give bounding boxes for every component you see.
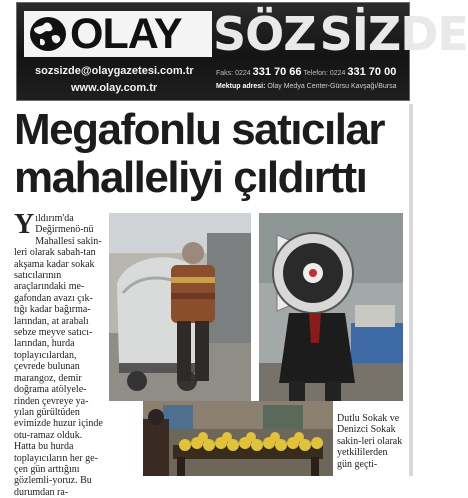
headline-line-2: mahalleliyi çıldırttı	[14, 153, 367, 202]
phone-prefix: 0224	[329, 70, 346, 77]
side-rule	[409, 104, 413, 476]
fruit-cart-image	[143, 401, 333, 476]
section-brand	[213, 5, 468, 63]
photo-megaphone-man	[259, 213, 403, 401]
masthead-banner	[16, 2, 468, 101]
phone-number: 331 70 00	[347, 66, 397, 78]
address-label: Mektup adresi:	[216, 83, 266, 90]
brand-part-1: SÖZ	[213, 7, 316, 61]
drop-cap: Y	[14, 209, 35, 240]
article-body-left	[14, 209, 103, 498]
article-body-right: Dutlu Sokak ve Denizci Sokak sakin-leri olarak yetkililerden gün geçti-	[337, 413, 403, 470]
article-headline	[14, 106, 409, 202]
fax-label: Faks:	[216, 70, 234, 77]
logo-wordmark: OLAY	[70, 10, 182, 58]
contact-email: sozsizde@olaygazetesi.com.tr	[35, 65, 194, 77]
contact-numbers	[216, 66, 396, 78]
website-url: www.olay.com.tr	[71, 82, 158, 94]
photo-scrap-collector	[109, 213, 251, 401]
megaphone-man-image	[259, 213, 403, 401]
headline-line-1: Megafonlu satıcılar	[14, 105, 385, 154]
phone-label: Telefon:	[303, 70, 328, 77]
scrap-collector-image	[109, 213, 251, 401]
mailing-address	[216, 83, 397, 90]
olay-logo	[24, 11, 212, 57]
fax-number: 331 70 66	[252, 66, 302, 78]
fax-prefix: 0224	[235, 70, 251, 77]
photo-fruit-cart	[143, 401, 333, 476]
globe-icon	[28, 15, 68, 53]
address-text: Olay Medya Center-Gürsu Kavşağı/Bursa	[267, 83, 397, 90]
brand-part-2: SİZDE	[319, 7, 468, 61]
body-text-left: ıldırım'da Değirmenö-nü Mahallesi sakin-leri olarak sabah-tan akşama kadar sokak satıcılarının araçlarındaki me-gafondan avazı çık-tığı kadar bağırma-larından, at arabalı sebze meyve satıcı-larından, hurda toplayıcılardan, çevrede bulunan marangoz, demir doğrama atölyele-rinden çevreye ya-yılan gürültüden evimizde huzur içinde otu-ramaz olduk. Hatta bu hurda toplayıcıların her ge-çen gün arttığını gözlemli-yoruz. Bu durumdan ra-	[14, 213, 103, 498]
